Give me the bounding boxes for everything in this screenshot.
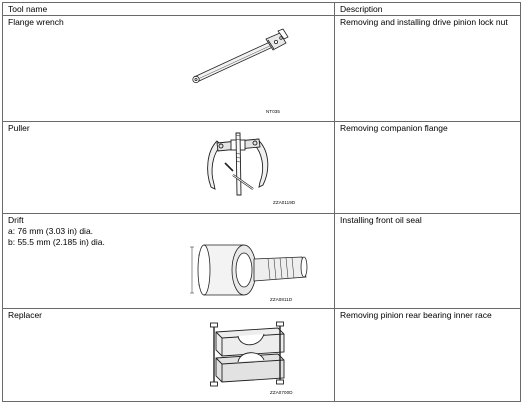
flange-wrench-illustration: [188, 29, 288, 92]
figure-code: ZZA0811D: [270, 297, 293, 302]
table-row: [3, 214, 521, 309]
puller-illustration: [203, 131, 273, 206]
header-tool-name: Tool name: [3, 3, 335, 16]
description-cell: [335, 309, 521, 402]
tool-cell: [3, 309, 335, 402]
tool-cell: [3, 16, 335, 122]
table-row: [3, 122, 521, 214]
description-cell: [335, 122, 521, 214]
tool-name: Puller: [8, 123, 30, 133]
header-description: Description: [335, 3, 521, 16]
figure-code: NT035: [266, 109, 281, 114]
tool-description: Installing front oil seal: [340, 215, 422, 225]
tool-name: Replacer: [8, 310, 43, 320]
description-cell: [335, 214, 521, 309]
tool-description: Removing companion flange: [340, 123, 448, 133]
table-row: [3, 16, 521, 122]
tool-cell: [3, 122, 335, 214]
tool-description: Removing and installing drive pinion lock nut: [340, 17, 508, 27]
replacer-illustration: [208, 322, 292, 391]
figure-code: ZZA0700D: [270, 390, 293, 395]
table-row: [3, 309, 521, 402]
tool-cell: [3, 214, 335, 309]
special-service-tools-table: [2, 2, 521, 402]
dimension-a: a: 76 mm (3.03 in) dia.: [8, 226, 94, 236]
tool-name: Drift: [8, 215, 24, 225]
table-header-row: [3, 3, 521, 16]
tool-description: Removing pinion rear bearing inner race: [340, 310, 492, 320]
dimension-b: b: 55.5 mm (2.185 in) dia.: [8, 237, 105, 247]
figure-code: ZZA0119D: [273, 200, 296, 205]
tool-name: Flange wrench: [8, 17, 64, 27]
description-cell: [335, 16, 521, 122]
drift-illustration: [182, 241, 312, 300]
